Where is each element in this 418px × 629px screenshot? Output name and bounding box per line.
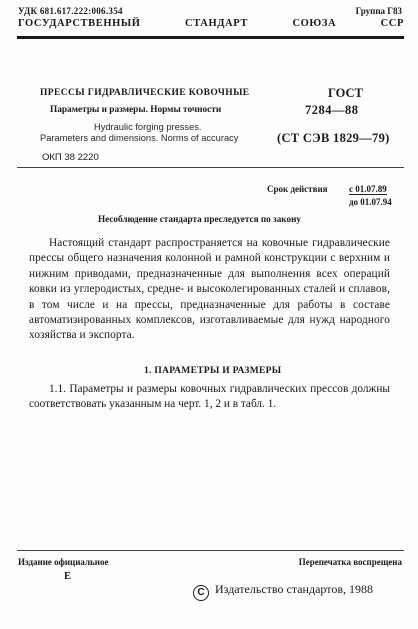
intro-text: Настоящий стандарт распространяется на ковочные гидравлические прессы общего назначения колонной и рамной конструкции с верхним и нижним приводами, предназначенные для выполнения всех операций ковки из углеродистых, средне- и высоколегированных сталей и сплавов, в том числе и на прессы, предназначенные для работы в составе автоматизированных комплексов, изготавливаемые для нужд народного хозяйства и экспорта. (29, 237, 390, 342)
copyright-text: Издательство стандартов, 1988 (215, 582, 373, 596)
legal-notice: Несоблюдение стандарта преследуется по закону (98, 214, 301, 224)
copyright-icon: C (193, 585, 209, 601)
section-heading: 1. ПАРАМЕТРЫ И РАЗМЕРЫ (144, 366, 282, 376)
gost-label: ГОСТ (328, 86, 363, 100)
header-rule (17, 36, 404, 39)
validity-to: до 01.07.94 (349, 197, 392, 207)
udk-code: УДК 681.617.222:006.354 (18, 6, 123, 16)
copyright-line (193, 582, 373, 601)
section-text: 1.1. Параметры и размеры ковочных гидравлических прессов должны соответствовать указанным на черт. 1, 2 и в табл. 1. (29, 383, 390, 411)
st-sev-number: (СТ СЭВ 1829—79) (277, 131, 390, 145)
validity-from: с 01.07.89 (349, 184, 387, 194)
group-code: Группа Г83 (355, 6, 402, 16)
gost-number: 7284—88 (305, 103, 359, 117)
intro-paragraph (29, 236, 390, 344)
document-title: ПРЕССЫ ГИДРАВЛИЧЕСКИЕ КОВОЧНЫЕ (40, 88, 250, 98)
official-edition: Издание официальное (18, 557, 109, 567)
section-paragraph (29, 382, 390, 413)
edition-letter: Е (64, 571, 72, 582)
english-subtitle: Parameters and dimensions. Norms of accuracy (40, 133, 239, 143)
english-title: Hydraulic forging presses. (94, 122, 202, 132)
footer-divider (17, 550, 404, 551)
reprint-notice: Перепечатка воспрещена (298, 557, 402, 567)
validity-label: Срок действия (267, 184, 328, 194)
document-subtitle: Параметры и размеры. Нормы точности (50, 105, 222, 115)
title-divider (17, 167, 404, 168)
okp-code: ОКП 38 2220 (42, 152, 99, 163)
standard-line: ГОСУДАРСТВЕННЫЙ СТАНДАРТ СОЮЗА ССР (18, 18, 404, 29)
